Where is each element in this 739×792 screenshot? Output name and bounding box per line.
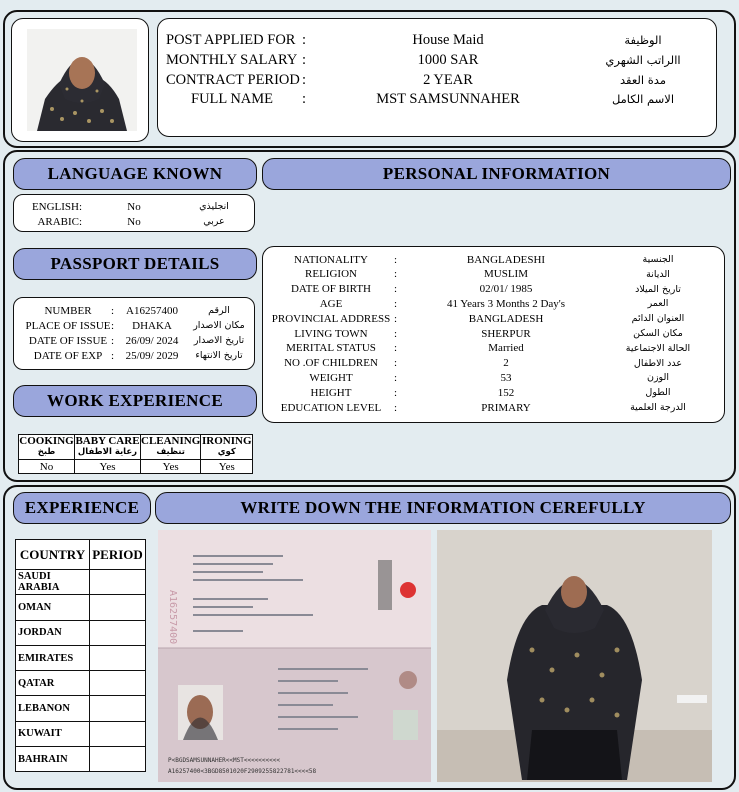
personal-info-row	[263, 385, 724, 400]
header-row	[158, 89, 716, 109]
work-column-ar: تنظيف	[156, 447, 185, 457]
header-colon: :	[302, 90, 307, 107]
svg-text:A16257400<3BGD8501020F29092558: A16257400<3BGD8501020F2909255822781<<<<58	[168, 768, 317, 775]
country-table-wrap	[15, 539, 146, 772]
country-header-row	[16, 540, 146, 570]
header-label: MONTHLY SALARY	[166, 51, 298, 68]
work-column-en: IRONING	[202, 435, 252, 447]
language-row	[14, 214, 254, 229]
country-name: QATAR	[16, 671, 90, 696]
country-period[interactable]	[90, 595, 146, 620]
personal-colon: :	[394, 297, 398, 310]
experience-panel	[3, 485, 736, 790]
personal-label: MERITAL STATUS	[286, 342, 376, 355]
header-panel	[3, 10, 736, 148]
language-row	[14, 199, 254, 214]
country-name: SAUDI ARABIA	[16, 570, 90, 595]
personal-colon: :	[394, 371, 398, 384]
personal-colon: :	[394, 253, 398, 266]
write-info-header: WRITE DOWN THE INFORMATION CEREFULLY	[155, 492, 731, 524]
country-period[interactable]	[90, 645, 146, 670]
passport-scan-image	[158, 530, 431, 782]
country-row	[16, 671, 146, 696]
personal-label: HEIGHT	[310, 386, 352, 399]
personal-info-row	[263, 267, 724, 282]
personal-info-row	[263, 326, 724, 341]
svg-text:A16257400: A16257400	[167, 590, 178, 645]
personal-info-row	[263, 341, 724, 356]
country-row	[16, 620, 146, 645]
personal-arabic: الحالة الاجتماعية	[625, 342, 691, 354]
personal-value: MUSLIM	[483, 268, 528, 281]
work-value-row	[19, 460, 253, 474]
personal-label: LIVING TOWN	[294, 327, 368, 340]
personal-arabic: تاريخ الميلاد	[635, 283, 681, 295]
work-column-ar: طبخ	[37, 447, 56, 457]
work-column-ar: كوي	[217, 447, 236, 457]
passport-colon: :	[111, 349, 115, 362]
work-column-header	[19, 435, 75, 460]
personal-info-row	[263, 370, 724, 385]
personal-value: 41 Years 3 Months 2 Day's	[446, 297, 566, 310]
personal-label: AGE	[319, 297, 343, 310]
passport-arabic: مكان الاصدار	[193, 320, 245, 331]
personal-colon: :	[394, 357, 398, 370]
personal-label: RELIGION	[305, 268, 357, 281]
profile-photo-frame	[11, 18, 149, 142]
personal-info-row	[263, 252, 724, 267]
header-label: POST APPLIED FOR	[166, 31, 296, 48]
country-period[interactable]	[90, 570, 146, 595]
personal-info-row	[263, 311, 724, 326]
header-colon: :	[302, 51, 307, 68]
passport-colon: :	[111, 304, 115, 317]
language-level: No	[127, 200, 141, 213]
language-name: ARABIC	[37, 215, 79, 228]
work-column-ar: رعاية الاطفال	[77, 447, 138, 457]
personal-arabic: العمر	[647, 298, 669, 310]
work-column-en: CLEANING	[141, 435, 201, 447]
country-table-header: PERIOD	[90, 540, 146, 570]
passport-row	[14, 348, 254, 363]
passport-arabic: تاريخ الانتهاء	[195, 350, 243, 361]
header-row	[158, 70, 716, 90]
personal-info-header: PERSONAL INFORMATION	[262, 158, 731, 190]
personal-colon: :	[394, 312, 398, 325]
header-value: 2 YEAR	[423, 71, 473, 88]
language-known-header: LANGUAGE KNOWN	[13, 158, 257, 190]
header-arabic: الوظيفة	[624, 33, 662, 47]
header-row	[158, 50, 716, 70]
personal-value: 152	[497, 386, 515, 399]
country-row	[16, 696, 146, 721]
work-header-row	[19, 435, 253, 460]
personal-value: BANGLADESHI	[466, 253, 546, 266]
personal-label: DATE OF BIRTH	[290, 283, 371, 296]
work-column-header	[141, 435, 201, 460]
header-colon: :	[302, 31, 307, 48]
personal-arabic: الدرجة العلمية	[630, 402, 686, 413]
personal-colon: :	[394, 327, 398, 340]
personal-label: NATIONALITY	[294, 253, 368, 266]
passport-row	[14, 303, 254, 318]
country-row	[16, 721, 146, 746]
passport-value: 26/09/ 2024	[125, 334, 179, 347]
country-name: JORDAN	[16, 620, 90, 645]
personal-arabic: الطول	[645, 387, 671, 399]
country-row	[16, 747, 146, 772]
country-name: KUWAIT	[16, 721, 90, 746]
full-body-photo	[437, 530, 712, 782]
info-panel	[3, 150, 736, 482]
personal-arabic: مكان السكن	[633, 328, 683, 339]
personal-label: NO .OF CHILDREN	[284, 357, 378, 370]
personal-info-row	[263, 400, 724, 415]
passport-label: DATE OF ISSUE	[28, 334, 108, 347]
passport-colon: :	[111, 319, 115, 332]
profile-photo	[27, 29, 137, 131]
svg-text:P<BGDSAMSUNNAHER<<MST<<<<<<<<<: P<BGDSAMSUNNAHER<<MST<<<<<<<<<<	[168, 757, 280, 764]
header-value: MST SAMSUNNAHER	[376, 90, 520, 107]
passport-details-header: PASSPORT DETAILS	[13, 248, 257, 280]
country-row	[16, 570, 146, 595]
language-box	[13, 194, 255, 232]
personal-value: SHERPUR	[481, 327, 531, 340]
personal-arabic: الوزن	[646, 372, 669, 384]
language-arabic: انجليذي	[199, 201, 229, 212]
passport-row	[14, 318, 254, 333]
personal-colon: :	[394, 386, 398, 399]
language-name: ENGLISH	[31, 200, 79, 213]
personal-label: WEIGHT	[309, 371, 353, 384]
language-colon: :	[79, 200, 83, 213]
passport-label: NUMBER	[44, 304, 92, 317]
personal-label: EDUCATION LEVEL	[280, 401, 382, 414]
passport-box	[13, 297, 255, 370]
personal-value: PRIMARY	[481, 401, 531, 414]
personal-label: PROVINCIAL ADDRESS	[271, 312, 391, 325]
work-value: Yes	[141, 460, 201, 474]
work-column-header	[201, 435, 253, 460]
header-arabic: االراتب الشهري	[605, 53, 681, 67]
country-period[interactable]	[90, 721, 146, 746]
country-name: EMIRATES	[16, 645, 90, 670]
country-period[interactable]	[90, 671, 146, 696]
passport-label: PLACE OF ISSUE	[25, 319, 111, 332]
personal-value: 02/01/ 1985	[479, 283, 533, 296]
personal-value: 53	[500, 371, 512, 384]
work-column-en: BABY CARE	[75, 435, 140, 447]
personal-value: BANGLADESH	[468, 312, 544, 325]
passport-arabic: تاريخ الاصدار	[193, 335, 245, 346]
country-name: BAHRAIN	[16, 747, 90, 772]
work-column-en: COOKING	[19, 435, 74, 447]
country-name: OMAN	[16, 595, 90, 620]
header-arabic: مدة العقد	[620, 73, 666, 87]
country-row	[16, 595, 146, 620]
header-row	[158, 30, 716, 50]
personal-arabic: عدد الاطفال	[633, 357, 683, 369]
passport-arabic: الرقم	[208, 305, 230, 316]
personal-value: 2	[503, 357, 509, 370]
experience-header: EXPERIENCE	[13, 492, 151, 524]
country-experience-table	[15, 539, 146, 772]
personal-arabic: الديانة	[646, 268, 670, 280]
personal-colon: :	[394, 342, 398, 355]
personal-arabic: العنوان الدائم	[631, 313, 685, 325]
work-column-header	[75, 435, 141, 460]
personal-info-row	[263, 296, 724, 311]
work-experience-table-wrap	[18, 434, 253, 474]
post-info-box	[157, 18, 717, 137]
personal-colon: :	[394, 268, 398, 281]
country-table-header: COUNTRY	[16, 540, 90, 570]
country-period[interactable]	[90, 747, 146, 772]
header-colon: :	[302, 71, 307, 88]
personal-info-row	[263, 356, 724, 371]
country-period[interactable]	[90, 620, 146, 645]
personal-info-row	[263, 282, 724, 297]
language-colon: :	[79, 215, 83, 228]
work-experience-header: WORK EXPERIENCE	[13, 385, 257, 417]
personal-arabic: الجنسية	[642, 254, 674, 265]
country-period[interactable]	[90, 696, 146, 721]
header-arabic: الاسم الكامل	[611, 92, 675, 106]
work-experience-table	[18, 434, 253, 474]
header-label: FULL NAME	[191, 90, 274, 107]
passport-value: 25/09/ 2029	[125, 349, 179, 362]
personal-colon: :	[394, 401, 398, 414]
passport-label: DATE OF EXP	[33, 349, 103, 362]
header-value: House Maid	[412, 31, 484, 48]
language-arabic: عربي	[203, 216, 225, 227]
personal-info-box	[262, 246, 725, 423]
passport-value: DHAKA	[132, 319, 172, 332]
work-value: Yes	[201, 460, 253, 474]
personal-value: Married	[488, 342, 524, 355]
language-level: No	[127, 215, 141, 228]
country-row	[16, 645, 146, 670]
passport-row	[14, 333, 254, 348]
personal-colon: :	[394, 283, 398, 296]
header-label: CONTRACT PERIOD	[166, 71, 300, 88]
passport-colon: :	[111, 334, 115, 347]
work-value: Yes	[75, 460, 141, 474]
work-value: No	[19, 460, 75, 474]
passport-value: A16257400	[126, 304, 178, 317]
header-value: 1000 SAR	[417, 51, 479, 68]
country-name: LEBANON	[16, 696, 90, 721]
